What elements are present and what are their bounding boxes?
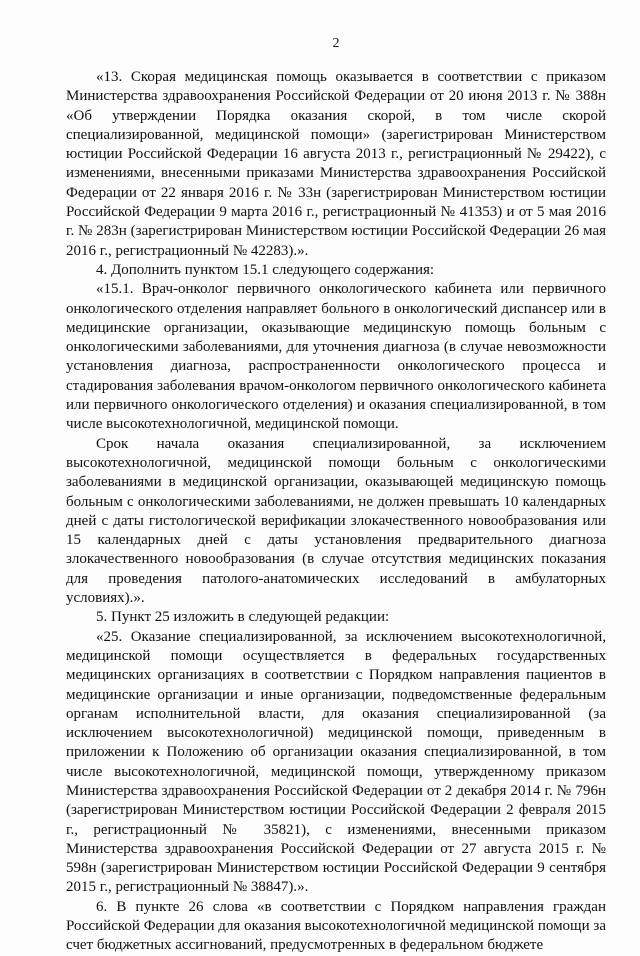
paragraph-item-4: 4. Дополнить пунктом 15.1 следующего содержания: xyxy=(96,261,435,278)
paragraph-13-ambulance: «13. Скорая медицинская помощь оказывается в соответствии с приказом Министерства здравоохранения Российской Федерации от 20 июня 2013 г. № 388н «Об утверждении Порядка оказания скорой, в том числе скорой специализированной, медицинской помощи» (зарегистрирован Министерством юстиции Российской Федерации 16 августа 2013 г., регистрационный № 29422), с изменениями, внесенными приказами Министерства здравоохранения Российской Федерации от 22 января 2016 г. № 33н (зарегистрирован Министерством юстиции Российской Федерации 9 марта 2016 г., регистрационный № 41353) и от 5 мая 2016 г. № 283н (зарегистрирован Министерством юстиции Российской Федерации 26 мая 2016 г., регистрационный № 42283).». xyxy=(66,69,606,259)
paragraph-item-6: 6. В пункте 26 слова «в соответствии с Порядком направления граждан Российской Федерации для оказания высокотехнологичной медицинской помощи за счет бюджетных ассигнований, предусмотренных в федеральном бюджете xyxy=(66,898,606,954)
paragraph-item-5: 5. Пункт 25 изложить в следующей редакции: xyxy=(96,609,390,626)
paragraph-treatment-deadline: Срок начала оказания специализированной, за исключением высокотехнологичной, медицинской помощи больным с онкологическими заболеваниями в медицинской организации, оказывающей медицинскую помощь больным с онкологическими заболеваниями, не должен превышать 10 календарных дней с даты гистологической верификации злокачественного новообразования или 15 календарных дней с даты установления предварительного диагноза злокачественного новообразования (в случае отсутствия медицинских показания для проведения патолого-анатомических исследований в амбулаторных условиях).». xyxy=(66,435,606,607)
paragraph-25-specialized-care: «25. Оказание специализированной, за исключением высокотехнологичной, медицинской помощи осуществляется в федеральных государственных медицинских организациях в соответствии с Порядком направления пациентов в медицинские организации и иные организации, подведомственные федеральным органам исполнительной власти, для оказания специализированной (за исключением высокотехнологичной) медицинской помощи, приведенным в приложении к Положению об организации оказания специализированной, в том числе высокотехнологичной, медицинской помощи, утвержденному приказом Министерства здравоохранения Российской Федерации от 2 декабря 2014 г. № 796н (зарегистрирован Министерством юстиции Российской Федерации 2 февраля 2015 г., регистрационный № 35821), с изменениями, внесенными приказом Министерства здравоохранения Российской Федерации от 27 августа 2015 г. № 598н (зарегистрирован Министерством юстиции Российской Федерации 9 сентября 2015 г., регистрационный № 38847).». xyxy=(66,628,606,896)
paragraph-15-1-oncologist: «15.1. Врач-онколог первичного онкологического кабинета или первичного онкологического отделения направляет больного в онкологический диспансер или в медицинские организации, оказывающие медицинскую помощь больным с онкологическими заболеваниями, для уточнения диагноза (в случае невозможности установления диагноза, распространенности онкологического процесса и стадирования заболевания врачом-онкологом первичного онкологического кабинета или первичного онкологического отделения) и оказания специализированной, в том числе высокотехнологичной, медицинской помощи. xyxy=(66,281,606,433)
page-number: 2 xyxy=(332,36,340,51)
